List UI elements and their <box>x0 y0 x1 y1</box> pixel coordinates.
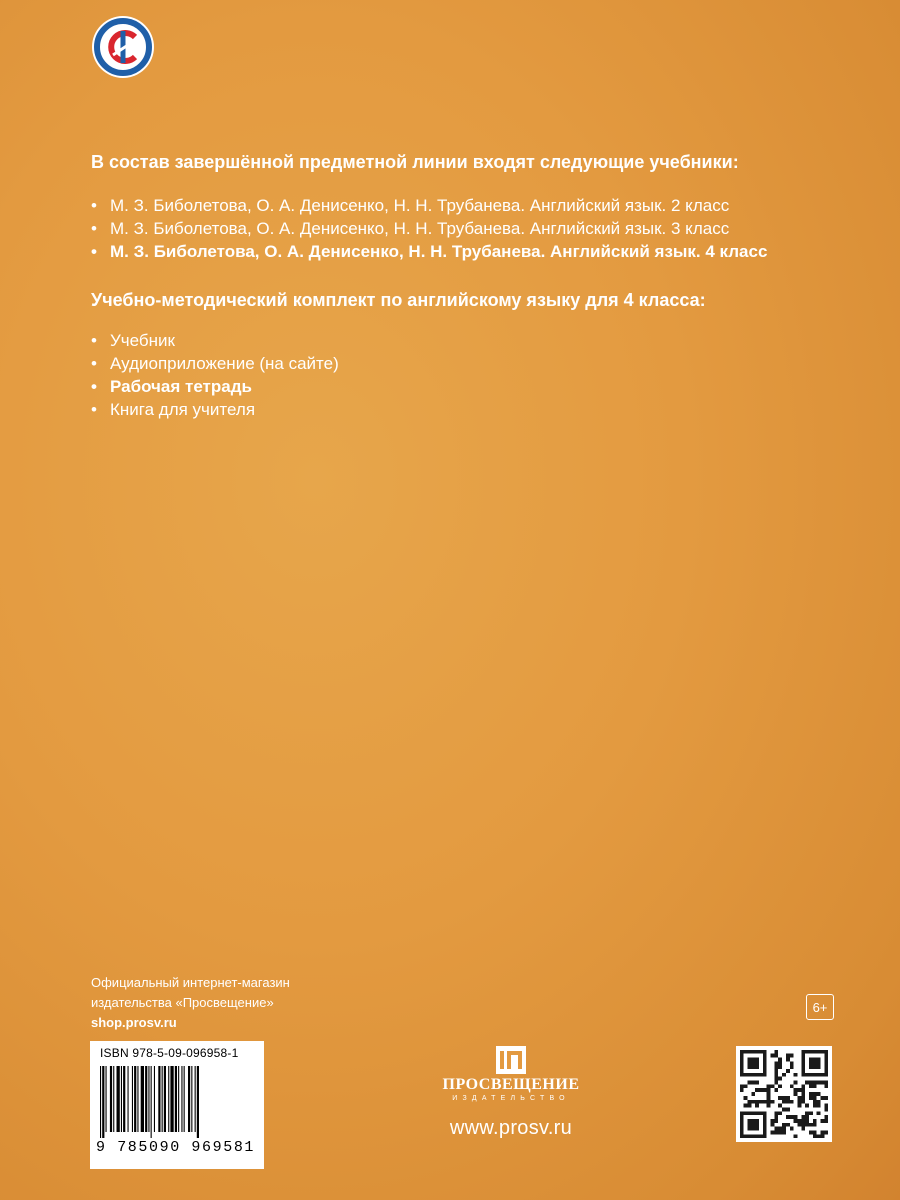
qr-module <box>801 1127 805 1131</box>
qr-module <box>771 1054 775 1058</box>
qr-module <box>790 1065 794 1069</box>
qr-module <box>774 1065 778 1069</box>
kit-heading: Учебно-методический комплект по английскому языку для 4 класса: <box>91 290 706 310</box>
barcode-bars <box>96 1066 258 1138</box>
qr-module <box>794 1081 798 1085</box>
qr-module <box>782 1100 786 1104</box>
list-item: • Книга для учителя <box>91 398 831 421</box>
qr-module <box>820 1081 824 1085</box>
barcode-bar <box>145 1066 147 1132</box>
qr-module <box>824 1084 828 1088</box>
barcode-bar <box>184 1066 185 1132</box>
barcode-bar <box>178 1066 179 1132</box>
qr-module <box>771 1130 775 1134</box>
qr-module <box>786 1115 790 1119</box>
publisher-subtitle: ИЗДАТЕЛЬСТВО <box>452 1095 570 1102</box>
qr-module <box>813 1130 817 1134</box>
qr-module <box>774 1111 778 1115</box>
qr-module <box>824 1107 828 1111</box>
qr-module <box>786 1123 790 1127</box>
qr-module <box>813 1123 817 1127</box>
qr-module <box>813 1092 817 1096</box>
qr-module <box>820 1130 824 1134</box>
age-rating-badge: 6+ <box>806 994 834 1020</box>
qr-module <box>824 1104 828 1108</box>
qr-module <box>782 1127 786 1131</box>
barcode-bar <box>117 1066 120 1132</box>
barcode-bar <box>132 1066 133 1132</box>
qr-module <box>759 1100 763 1104</box>
qr-module <box>824 1115 828 1119</box>
qr-module <box>767 1096 771 1100</box>
qr-module <box>801 1096 805 1100</box>
qr-module <box>805 1081 809 1085</box>
barcode-bar <box>113 1066 114 1132</box>
qr-module <box>805 1119 809 1123</box>
qr-module <box>786 1096 790 1100</box>
textbook-list <box>91 194 831 263</box>
qr-module <box>786 1069 790 1073</box>
qr-code[interactable] <box>736 1046 832 1142</box>
qr-module <box>740 1088 744 1092</box>
qr-module <box>786 1107 790 1111</box>
qr-module <box>820 1096 824 1100</box>
qr-module <box>771 1119 775 1123</box>
list-item: • М. З. Биболетова, О. А. Денисенко, Н. Н. Трубанева. Английский язык. 3 класс <box>91 217 831 240</box>
qr-module <box>820 1119 824 1123</box>
qr-module <box>778 1127 782 1131</box>
barcode-bar <box>158 1066 160 1132</box>
publisher-website[interactable]: www.prosv.ru <box>449 1117 573 1139</box>
qr-module <box>786 1100 790 1104</box>
qr-module <box>767 1088 771 1092</box>
ean-digits: 9 785090 969581 <box>96 1139 256 1156</box>
shop-line: издательства «Просвещение» <box>91 995 274 1010</box>
qr-module <box>805 1111 809 1115</box>
qr-module <box>797 1119 801 1123</box>
qr-module <box>782 1123 786 1127</box>
kit-list <box>91 329 831 421</box>
qr-module <box>782 1096 786 1100</box>
qr-module <box>771 1100 775 1104</box>
list-item: • Рабочая тетрадь <box>91 375 831 398</box>
list-item: • Учебник <box>91 329 831 352</box>
qr-module <box>774 1081 778 1085</box>
qr-module <box>778 1096 782 1100</box>
qr-module <box>797 1088 801 1092</box>
qr-module <box>817 1092 821 1096</box>
list-item: • М. З. Биболетова, О. А. Денисенко, Н. Н. Трубанева. Английский язык. 4 класс <box>91 240 831 263</box>
qr-module <box>748 1119 760 1131</box>
qr-module <box>778 1084 782 1088</box>
qr-module <box>817 1134 821 1138</box>
qr-module <box>755 1100 759 1104</box>
barcode-bar <box>197 1066 199 1138</box>
main-content <box>91 150 831 421</box>
qr-module <box>778 1077 782 1081</box>
qr-module <box>817 1104 821 1108</box>
barcode-bar <box>137 1066 138 1132</box>
qr-module <box>794 1088 798 1092</box>
qr-module <box>801 1092 805 1096</box>
qr-module <box>813 1096 817 1100</box>
qr-module <box>774 1050 778 1054</box>
qr-module <box>809 1111 813 1115</box>
barcode-bar <box>181 1066 182 1132</box>
qr-module <box>755 1104 759 1108</box>
qr-module <box>751 1081 755 1085</box>
qr-module <box>794 1115 798 1119</box>
qr-module <box>813 1119 817 1123</box>
qr-module <box>774 1073 778 1077</box>
barcode-bar <box>195 1066 196 1132</box>
qr-module <box>755 1088 759 1092</box>
qr-module <box>748 1081 752 1085</box>
qr-module <box>774 1115 778 1119</box>
qr-module <box>790 1127 794 1131</box>
qr-module <box>797 1096 801 1100</box>
barcode-bar <box>100 1066 101 1138</box>
qr-module <box>809 1084 813 1088</box>
qr-module <box>774 1077 778 1081</box>
qr-module <box>794 1119 798 1123</box>
qr-module <box>794 1092 798 1096</box>
qr-module <box>824 1130 828 1134</box>
qr-module <box>778 1058 782 1062</box>
list-item: • Аудиоприложение (на сайте) <box>91 352 831 375</box>
qr-module <box>801 1084 805 1088</box>
qr-module <box>817 1100 821 1104</box>
barcode-bar <box>151 1066 152 1138</box>
qr-module <box>813 1081 817 1085</box>
qr-module <box>774 1130 778 1134</box>
qr-module <box>809 1092 813 1096</box>
qr-module <box>805 1115 809 1119</box>
qr-module <box>809 1058 821 1070</box>
qr-module <box>778 1104 782 1108</box>
qr-module <box>774 1061 778 1065</box>
qr-module <box>813 1100 817 1104</box>
qr-module <box>809 1096 813 1100</box>
shop-info <box>91 973 290 1033</box>
qr-module <box>767 1104 771 1108</box>
barcode-bar <box>141 1066 144 1132</box>
qr-module <box>801 1115 805 1119</box>
barcode-bar <box>175 1066 177 1132</box>
qr-module <box>782 1107 786 1111</box>
qr-module <box>763 1088 767 1092</box>
barcode-bar <box>164 1066 166 1132</box>
qr-module <box>824 1081 828 1085</box>
isbn-text: ISBN 978-5-09-096958-1 <box>100 1046 239 1060</box>
barcode-bar <box>121 1066 122 1132</box>
qr-module <box>748 1104 752 1108</box>
publisher-logo-icon <box>496 1046 526 1074</box>
qr-module <box>755 1081 759 1085</box>
qr-module <box>797 1100 801 1104</box>
qr-module <box>771 1123 775 1127</box>
barcode-bar <box>110 1066 112 1132</box>
qr-module <box>801 1100 805 1104</box>
qr-module <box>786 1054 790 1058</box>
qr-module <box>817 1081 821 1085</box>
qr-module <box>767 1092 771 1096</box>
qr-module <box>813 1134 817 1138</box>
qr-module <box>809 1130 813 1134</box>
qr-module <box>820 1134 824 1138</box>
qr-module <box>748 1058 760 1070</box>
qr-module <box>778 1061 782 1065</box>
qr-module <box>744 1104 748 1108</box>
publisher-name: ПРОСВЕЩЕНИЕ <box>442 1076 580 1093</box>
series-logo-icon <box>91 15 155 79</box>
list-item: • М. З. Биболетова, О. А. Денисенко, Н. Н. Трубанева. Английский язык. 2 класс <box>91 194 831 217</box>
qr-module <box>797 1104 801 1108</box>
barcode-bar <box>128 1066 129 1132</box>
qr-module <box>774 1127 778 1131</box>
barcode-bar <box>168 1066 169 1132</box>
qr-module <box>740 1084 744 1088</box>
shop-link[interactable]: shop.prosv.ru <box>91 1015 177 1030</box>
qr-module <box>751 1100 755 1104</box>
shop-line: Официальный интернет-магазин <box>91 975 290 990</box>
qr-module <box>790 1084 794 1088</box>
barcode-bar <box>170 1066 173 1132</box>
qr-module <box>786 1058 790 1062</box>
barcode-bar <box>154 1066 155 1132</box>
qr-module <box>801 1119 805 1123</box>
qr-module <box>782 1073 786 1077</box>
barcode-bar <box>102 1066 104 1138</box>
qr-module <box>794 1134 798 1138</box>
qr-module <box>790 1115 794 1119</box>
qr-module <box>774 1088 778 1092</box>
qr-module <box>801 1088 805 1092</box>
barcode-bar <box>191 1066 192 1132</box>
barcode-bar <box>134 1066 136 1132</box>
qr-module <box>813 1104 817 1108</box>
qr-module <box>774 1054 778 1058</box>
qr-module <box>763 1100 767 1104</box>
qr-module <box>824 1096 828 1100</box>
qr-module <box>790 1054 794 1058</box>
qr-module <box>767 1100 771 1104</box>
qr-module <box>817 1111 821 1115</box>
qr-module <box>778 1111 782 1115</box>
qr-module <box>809 1081 813 1085</box>
qr-module <box>813 1084 817 1088</box>
qr-module <box>801 1123 805 1127</box>
qr-module <box>794 1073 798 1077</box>
qr-module <box>782 1130 786 1134</box>
isbn-barcode <box>90 1041 264 1169</box>
qr-module <box>774 1069 778 1073</box>
qr-module <box>790 1100 794 1104</box>
qr-module <box>805 1104 809 1108</box>
qr-module <box>759 1088 763 1092</box>
qr-module <box>778 1065 782 1069</box>
qr-module <box>809 1123 813 1127</box>
qr-module <box>767 1084 771 1088</box>
qr-module <box>774 1119 778 1123</box>
qr-module <box>778 1130 782 1134</box>
barcode-bar <box>106 1066 107 1132</box>
qr-module <box>748 1100 752 1104</box>
qr-module <box>744 1084 748 1088</box>
qr-module <box>805 1123 809 1127</box>
qr-module <box>751 1092 755 1096</box>
qr-module <box>797 1123 801 1127</box>
qr-module <box>771 1084 775 1088</box>
publisher-block <box>426 1046 596 1140</box>
qr-module <box>790 1061 794 1065</box>
barcode-bar <box>148 1066 149 1132</box>
series-heading: В состав завершённой предметной линии входят следующие учебники: <box>91 152 739 172</box>
qr-module <box>824 1119 828 1123</box>
barcode-bar <box>188 1066 190 1132</box>
qr-module <box>744 1096 748 1100</box>
barcode-bar <box>162 1066 163 1132</box>
barcode-bar <box>123 1066 125 1132</box>
